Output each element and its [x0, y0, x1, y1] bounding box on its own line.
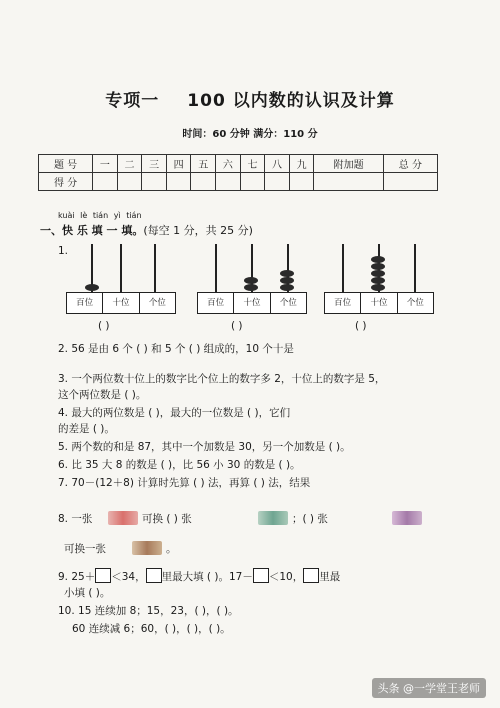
- score-blank[interactable]: [383, 173, 437, 191]
- abacus-bead: [85, 284, 99, 291]
- abacus-bead: [371, 256, 385, 263]
- abacus-bead: [371, 270, 385, 277]
- abacus-rod: [414, 244, 416, 292]
- rmb-100-note-icon: [108, 511, 138, 525]
- score-cell: 三: [142, 155, 167, 173]
- abacus-bead: [280, 284, 294, 291]
- page-title: 专项一 100 以内数的认识及计算: [105, 91, 395, 111]
- question-9-line1: 9. 25＋ ＜34， 里最大填 ( )。17－ ＜10， 里最: [58, 568, 340, 584]
- question-6: 6. 比 35 大 8 的数是 ( )，比 56 小 30 的数是 ( )。: [58, 459, 301, 471]
- abacus-bead: [244, 277, 258, 284]
- question-1-number: 1.: [58, 245, 69, 257]
- question-9-line2: 小填 ( )。: [64, 587, 111, 599]
- abacus-bead: [280, 270, 294, 277]
- place-hundreds: 百位: [67, 293, 103, 313]
- score-cell: 附加题: [314, 155, 383, 173]
- abacus-3-answer[interactable]: ( ): [355, 320, 367, 332]
- section-pinyin: kuài lè tián yì tián: [58, 211, 142, 220]
- place-tens: 十位: [361, 293, 397, 313]
- score-cell: 题 号: [39, 155, 93, 173]
- score-cell: 二: [117, 155, 142, 173]
- question-8-d: 可换一张: [64, 543, 106, 555]
- place-ones: 个位: [406, 298, 424, 308]
- place-tens: 十位: [234, 293, 270, 313]
- place-hundreds: 百位: [325, 293, 361, 313]
- score-table-row: [39, 173, 438, 191]
- score-row-label: 得 分: [39, 173, 93, 191]
- answer-box[interactable]: [303, 568, 319, 583]
- score-table-header: [39, 155, 438, 173]
- question-3-line2: 这个两位数是 ( )。: [58, 389, 147, 401]
- abacus-2: [197, 244, 307, 314]
- question-8-a: 8. 一张: [58, 513, 93, 525]
- exam-meta: 时间：60 分钟 满分：110 分: [182, 129, 318, 140]
- place-tens: 十位: [103, 293, 139, 313]
- place-ones: 个位: [148, 298, 166, 308]
- question-3-line1: 3. 一个两位数十位上的数字比个位上的数字多 2，十位上的数字是 5，: [58, 373, 386, 385]
- question-8-e: 。: [166, 543, 177, 555]
- rmb-50-note-icon: [258, 511, 288, 525]
- question-4-line2: 的差是 ( )。: [58, 423, 115, 435]
- score-blank[interactable]: [265, 173, 290, 191]
- score-cell: 总 分: [383, 155, 437, 173]
- watermark-footer: 头条 @一学堂王老师: [372, 678, 487, 698]
- question-8-b: 可换 ( ) 张: [142, 513, 192, 525]
- score-blank[interactable]: [166, 173, 191, 191]
- answer-box[interactable]: [146, 568, 162, 583]
- score-cell: 四: [166, 155, 191, 173]
- abacus-bead: [371, 284, 385, 291]
- abacus-bead: [371, 263, 385, 270]
- score-cell: 九: [289, 155, 314, 173]
- rmb-10-note-icon: [392, 511, 422, 525]
- answer-box[interactable]: [253, 568, 269, 583]
- abacus-3: [324, 244, 434, 314]
- abacus-bead: [280, 277, 294, 284]
- abacus-place-frame: [66, 292, 176, 314]
- score-blank[interactable]: [93, 173, 118, 191]
- score-blank[interactable]: [314, 173, 383, 191]
- abacus-place-frame: [324, 292, 434, 314]
- abacus-place-frame: [197, 292, 307, 314]
- abacus-bead: [244, 284, 258, 291]
- question-4-line1: 4. 最大的两位数是 ( )，最大的一位数是 ( )，它们: [58, 407, 291, 419]
- answer-box[interactable]: [95, 568, 111, 583]
- score-blank[interactable]: [191, 173, 216, 191]
- score-cell: 六: [216, 155, 241, 173]
- question-10-line1: 10. 15 连续加 8；15，23，( )，( )。: [58, 605, 239, 617]
- abacus-2-answer[interactable]: ( ): [231, 320, 243, 332]
- score-blank[interactable]: [289, 173, 314, 191]
- score-blank[interactable]: [117, 173, 142, 191]
- score-blank[interactable]: [240, 173, 265, 191]
- score-cell: 七: [240, 155, 265, 173]
- rmb-20-note-icon: [132, 541, 162, 555]
- abacus-rod: [215, 244, 217, 292]
- abacus-1: [66, 244, 176, 314]
- score-blank[interactable]: [142, 173, 167, 191]
- score-blank[interactable]: [216, 173, 241, 191]
- question-10-line2: 60 连续减 6；60，( )，( )，( )。: [72, 623, 231, 635]
- score-cell: 一: [93, 155, 118, 173]
- place-hundreds: 百位: [198, 293, 234, 313]
- abacus-rod: [120, 244, 122, 292]
- abacus-rod: [342, 244, 344, 292]
- score-cell: 五: [191, 155, 216, 173]
- question-2: 2. 56 是由 6 个 ( ) 和 5 个 ( ) 组成的，10 个十是: [58, 343, 294, 355]
- abacus-1-answer[interactable]: ( ): [98, 320, 110, 332]
- question-8-c: ；( ) 张: [292, 513, 328, 525]
- abacus-bead: [371, 277, 385, 284]
- section-heading: 一、快 乐 填 一 填。(每空 1 分，共 25 分): [40, 224, 253, 237]
- place-ones: 个位: [279, 298, 297, 308]
- score-cell: 八: [265, 155, 290, 173]
- score-table: [38, 154, 438, 191]
- abacus-rod: [154, 244, 156, 292]
- question-7: 7. 70－(12＋8) 计算时先算 ( ) 法，再算 ( ) 法，结果: [58, 477, 311, 489]
- question-5: 5. 两个数的和是 87，其中一个加数是 30，另一个加数是 ( )。: [58, 441, 351, 453]
